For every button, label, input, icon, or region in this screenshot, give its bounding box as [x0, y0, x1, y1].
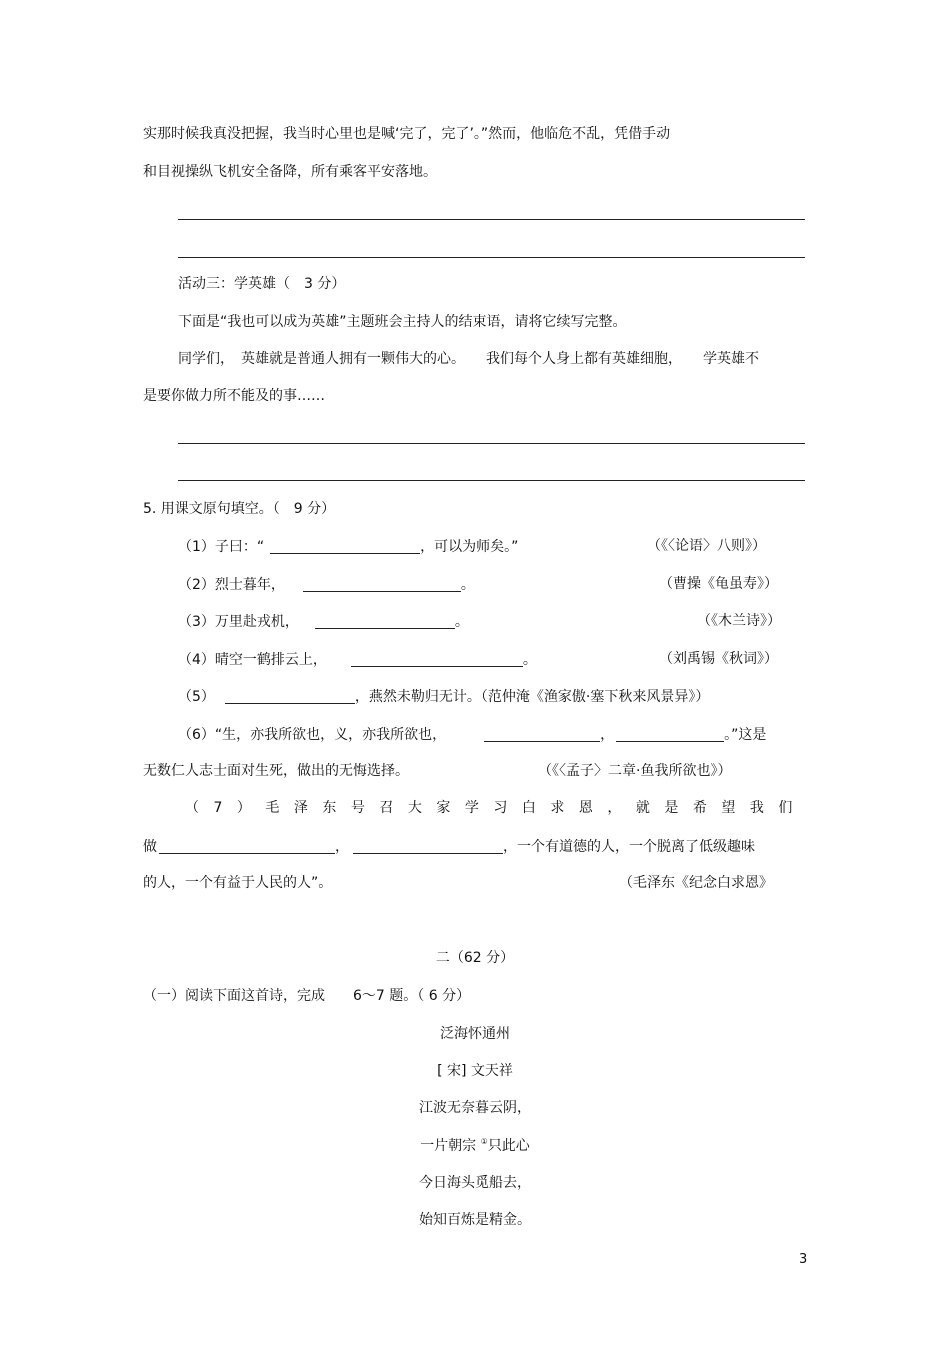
q5-blank-2[interactable]	[303, 577, 461, 592]
q5-blank-4[interactable]	[351, 652, 523, 667]
q5-item-2-prefix: （2）烈士暮年，	[178, 577, 285, 593]
q5-item-6-prefix: （6）“生，亦我所欲也，义，亦我所欲也，	[178, 727, 447, 743]
passage-line-2: 和目视操纵飞机安全备降，所有乘客平安落地。	[143, 164, 437, 180]
footnote-marker[interactable]: ①	[480, 1137, 488, 1146]
q5-blank-6b[interactable]	[616, 727, 724, 742]
q5-item-2-source: （曹操《龟虽寿》）	[659, 576, 778, 592]
poem-line-2-b: 只此心	[487, 1138, 530, 1154]
q5-item-1-prefix: （1）子曰：“	[178, 539, 265, 555]
q5-item-3-source: （《木兰诗》）	[697, 613, 781, 629]
q5-item-6-source: （《〈孟子〉二章·鱼我所欲也》）	[538, 763, 732, 779]
q5-item-6-mid: ，	[600, 727, 615, 743]
answer-line[interactable]	[178, 480, 805, 481]
q5-item-6-suffix: 。”这是	[724, 727, 767, 743]
poem-author: [ 宋] 文天祥	[437, 1063, 513, 1079]
answer-line[interactable]	[178, 219, 805, 220]
q5-item-6-line-2: 无数仁人志士面对生死，做出的无悔选择。	[143, 763, 409, 779]
poem-line-2	[0, 1138, 950, 1153]
q5-item-3-prefix: （3）万里赴戎机，	[178, 614, 299, 630]
section2-title: 二（62 分）	[435, 950, 515, 966]
q5-blank-5[interactable]	[225, 689, 355, 704]
answer-line[interactable]	[178, 257, 805, 258]
q5-item-6	[178, 727, 766, 742]
q5-item-4	[178, 652, 537, 667]
q5-item-3-suffix: 。	[454, 614, 469, 630]
q5-item-1	[178, 539, 518, 554]
poem-title: 泛海怀通州	[440, 1026, 510, 1042]
q5-item-5	[178, 689, 709, 704]
q5-item-7-line-2	[143, 839, 755, 854]
q5-item-4-prefix: （4）晴空一鹤排云上，	[178, 652, 327, 668]
poem-line-4: 始知百炼是精金。	[419, 1212, 531, 1228]
q5-item-7: （7）毛泽东号召大家学习白求恩，就是希望我们	[185, 800, 807, 816]
q5-item-7-line-2-prefix: 做	[143, 839, 157, 855]
activity3-instruction: 下面是“我也可以成为英雄”主题班会主持人的结束语，请将它续写完整。	[178, 314, 627, 330]
q5-item-7-source: （毛泽东《纪念白求恩》	[619, 875, 773, 891]
q5-blank-3[interactable]	[315, 614, 455, 629]
q5-blank-7a[interactable]	[159, 839, 335, 854]
passage-line-1: 实那时候我真没把握，我当时心里也是喊‘完了，完了’。”然而，他临危不乱，凭借手动	[143, 126, 671, 142]
q5-blank-6a[interactable]	[484, 727, 600, 742]
q5-item-4-suffix: 。	[522, 652, 537, 668]
q5-item-2	[178, 577, 475, 592]
q5-item-5-suffix: ，燕然未勒归无计。（范仲淹《渔家傲·塞下秋来风景异》）	[354, 689, 710, 705]
answer-line[interactable]	[178, 443, 805, 444]
page-number: 3	[799, 1252, 808, 1267]
q5-item-4-source: （刘禹锡《秋词》）	[659, 651, 778, 667]
q5-item-1-source: （《〈论语〉八则》）	[647, 538, 766, 554]
q5-blank-7b[interactable]	[353, 839, 503, 854]
q5-item-2-suffix: 。	[460, 577, 475, 593]
reading1-instruction: （一）阅读下面这首诗，完成 6～7 题。（ 6 分）	[143, 988, 471, 1004]
q5-item-5-prefix: （5）	[178, 689, 215, 705]
poem-line-2-a: 一片朝宗	[420, 1138, 477, 1154]
q5-title: 5. 用课文原句填空。（ 9 分）	[143, 501, 336, 517]
activity3-text-line-2: 是要你做力所不能及的事……	[143, 388, 325, 404]
activity3-text-line-1: 同学们， 英雄就是普通人拥有一颗伟大的心。 我们每个人身上都有英雄细胞， 学英雄不	[178, 351, 759, 367]
q5-item-3	[178, 614, 469, 629]
activity3-title: 活动三：学英雄（ 3 分）	[178, 276, 346, 292]
q5-item-7-line-2-mid: ，	[335, 839, 349, 855]
poem-line-3: 今日海头觅船去，	[419, 1175, 531, 1191]
poem-line-1: 江波无奈暮云阴，	[419, 1100, 531, 1116]
q5-blank-1[interactable]	[270, 539, 420, 554]
q5-item-7-line-3: 的人，一个有益于人民的人”。	[143, 875, 333, 891]
q5-item-7-line-2-suffix: ，一个有道德的人，一个脱离了低级趣味	[503, 839, 755, 855]
q5-item-1-suffix: ，可以为师矣。”	[420, 539, 519, 555]
